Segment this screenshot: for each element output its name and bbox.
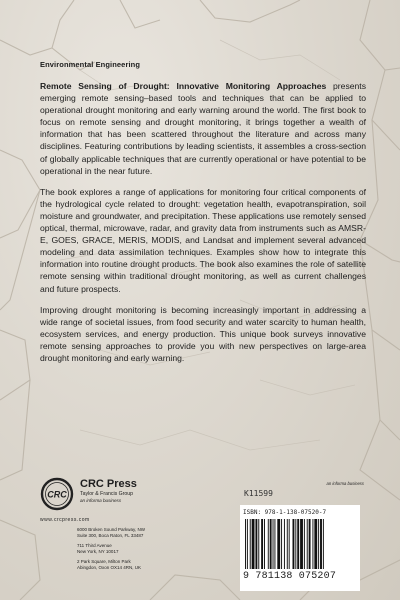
- description-paragraph-2: The book explores a range of applications for monitoring four critical components of the hydrological cycle related to drought: vegetation health, evapotranspiration, soil moisture and groundwater, and precipitation. These applications use remotely sensed optical, thermal, microwave, radar, and gravity data from instruments such as AMSR-E, GOES, GRACE, MERIS, MODIS, and Landsat and implement several advanced modeling and data assimilation techniques. Examples show how to integrate this information into routine drought products. The book also examines the role of satellite remote sensing within traditional drought monitoring, as well as current challenges and future prospects.: [40, 186, 366, 294]
- address-new-york: 711 Third Avenue New York, NY 10017: [77, 543, 119, 555]
- description-paragraph-3: Improving drought monitoring is becoming increasingly important in addressing a wide range of societal issues, from food security and water scarcity to human health, ecosystem services, and energy production. This unique book surveys innovative remote sensing approaches to provide you with new perspectives on large-area drought monitoring and early warning.: [40, 304, 366, 363]
- publisher-group: Taylor & Francis Group: [80, 491, 134, 497]
- address-boca-raton: 6000 Broken Sound Parkway, NW Suite 300, Boca Raton, FL 33487: [77, 527, 145, 539]
- description-paragraph-1-text: presents emerging remote sensing–based tools and techniques that can be applied to operational drought monitoring and early warning around the world. The first book to focus on remote sensing and drought monitoring, it brings together a wealth of information that has been scattered throughout the literature and across many disciplines. Featuring contributions by leading scientists, it assembles a cross-section of globally applicable techniques that are currently operational or have potential to be operational in the near future.: [40, 81, 366, 176]
- crc-logo-text: CRC: [47, 489, 67, 500]
- barcode-number: 9 781138 075207: [243, 571, 337, 582]
- crc-logo-icon: [40, 477, 74, 511]
- catalog-code: K11599: [244, 489, 273, 498]
- isbn-number: ISBN: 978-1-138-07520-7: [243, 509, 327, 516]
- isbn-informa-tagline: an informa business: [326, 481, 364, 486]
- publisher-website[interactable]: www.crcpress.com: [40, 517, 90, 523]
- barcode-icon: [243, 519, 355, 569]
- publisher-informa-tagline: an informa business: [80, 498, 122, 503]
- publisher-name: CRC Press: [80, 478, 137, 490]
- category-label: Environmental Engineering: [40, 60, 141, 69]
- barcode-panel: [240, 505, 360, 591]
- book-description: [40, 80, 366, 373]
- description-paragraph-1: [40, 80, 366, 177]
- address-abingdon: 2 Park Square, Milton Park Abingdon, Oxon OX14 4RN, UK: [77, 559, 142, 571]
- book-title: Remote Sensing of Drought: Innovative Monitoring Approaches: [40, 81, 327, 91]
